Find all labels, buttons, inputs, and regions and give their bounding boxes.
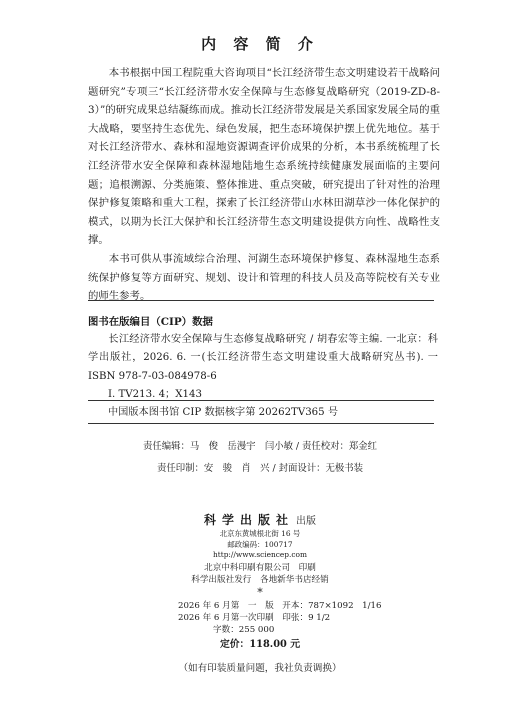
publisher-postcode: 邮政编码：100717 [227, 540, 293, 549]
publisher-address: 北京东黄城根北街 16 号 [219, 529, 301, 538]
printer-line: 北京中科印刷有限公司 印刷 [204, 563, 316, 573]
separator-star: * [257, 586, 263, 599]
edition-line-1: 2026 年 6 月第 一 版 开本：787×1092 1/16 [178, 601, 382, 611]
edition-line-2: 2026 年 6 月第一次印刷 印张：9 1/2 [178, 613, 331, 623]
publisher-name: 科学出版社 [203, 513, 294, 527]
cip-heading: 图书在版编目（CIP）数据 [88, 316, 213, 328]
cip-data-number: 中国版本图书馆 CIP 数据核字第 20262TV365 号 [108, 407, 339, 418]
page-title: 内 容 简 介 [201, 35, 319, 53]
publisher-imprint [0, 509, 520, 528]
staff-line-1: 责任编辑：马 俊 岳漫宇 闫小敏 / 责任校对：郑金红 [142, 441, 378, 452]
bottom-divider [88, 423, 434, 424]
top-divider [88, 300, 434, 301]
summary-paragraph-1: 本书根据中国工程院重大咨询项目“长江经济带生态文明建设若干战略问题研究”专项三“长江经济带水安全保障与生态修复战略研究（2019-ZD-8-3）”的研究成果总结凝练而成。推动长江经济带发展是关系国家发展全局的重大战略，要坚持生态优先、绿色发展，把生态环境保护摆上优先地位。基于对长江经济带水、森林和湿地资源调查评价成果的分析，本书系统梳理了长江经济带水安全保障和森林湿地陆地生态系统持续健康发展面临的主要问题；追根溯源、分类施策、整体推进、重点突破，研究提出了针对性的治理保护修复策略和重大工程，探索了长江经济带山水林田湖草沙一体化保护的模式，以期为长江大保护和长江经济带生态文明建设提供方向性、战略性支撑。 [88, 67, 440, 247]
cip-classification: Ⅰ. TV213. 4；X143 [108, 389, 202, 400]
publisher-website: http://www.sciencep.com [213, 550, 307, 559]
staff-line-2: 责任印制：安 骏 肖 兴 / 封面设计：无极书装 [157, 463, 363, 474]
cip-record-text: 长江经济带水安全保障与生态修复战略研究 / 胡春宏等主编. 一北京：科学出版社，2026. 6. 一(长江经济带生态文明建设重大战略研究丛书). 一 ISBN 978-7-03-084978-6 [88, 334, 438, 382]
price: 定价：118.00 元 [219, 639, 301, 650]
cip-record [88, 331, 438, 386]
cip-inner-divider [88, 400, 434, 401]
content-summary [88, 64, 440, 306]
edition-line-3: 字数：255 000 [213, 625, 275, 635]
publisher-tag: 出版 [296, 516, 316, 527]
summary-paragraph-2: 本书可供从事流域综合治理、河湖生态环境保护修复、森林湿地生态系统保护修复等方面研究、规划、设计和管理的科技人员及高等院校有关专业的师生参考。 [88, 252, 440, 303]
quality-notice: （如有印装质量问题，我社负责调换） [178, 663, 342, 674]
distribution-line: 科学出版社发行 各地新华书店经销 [191, 575, 329, 585]
